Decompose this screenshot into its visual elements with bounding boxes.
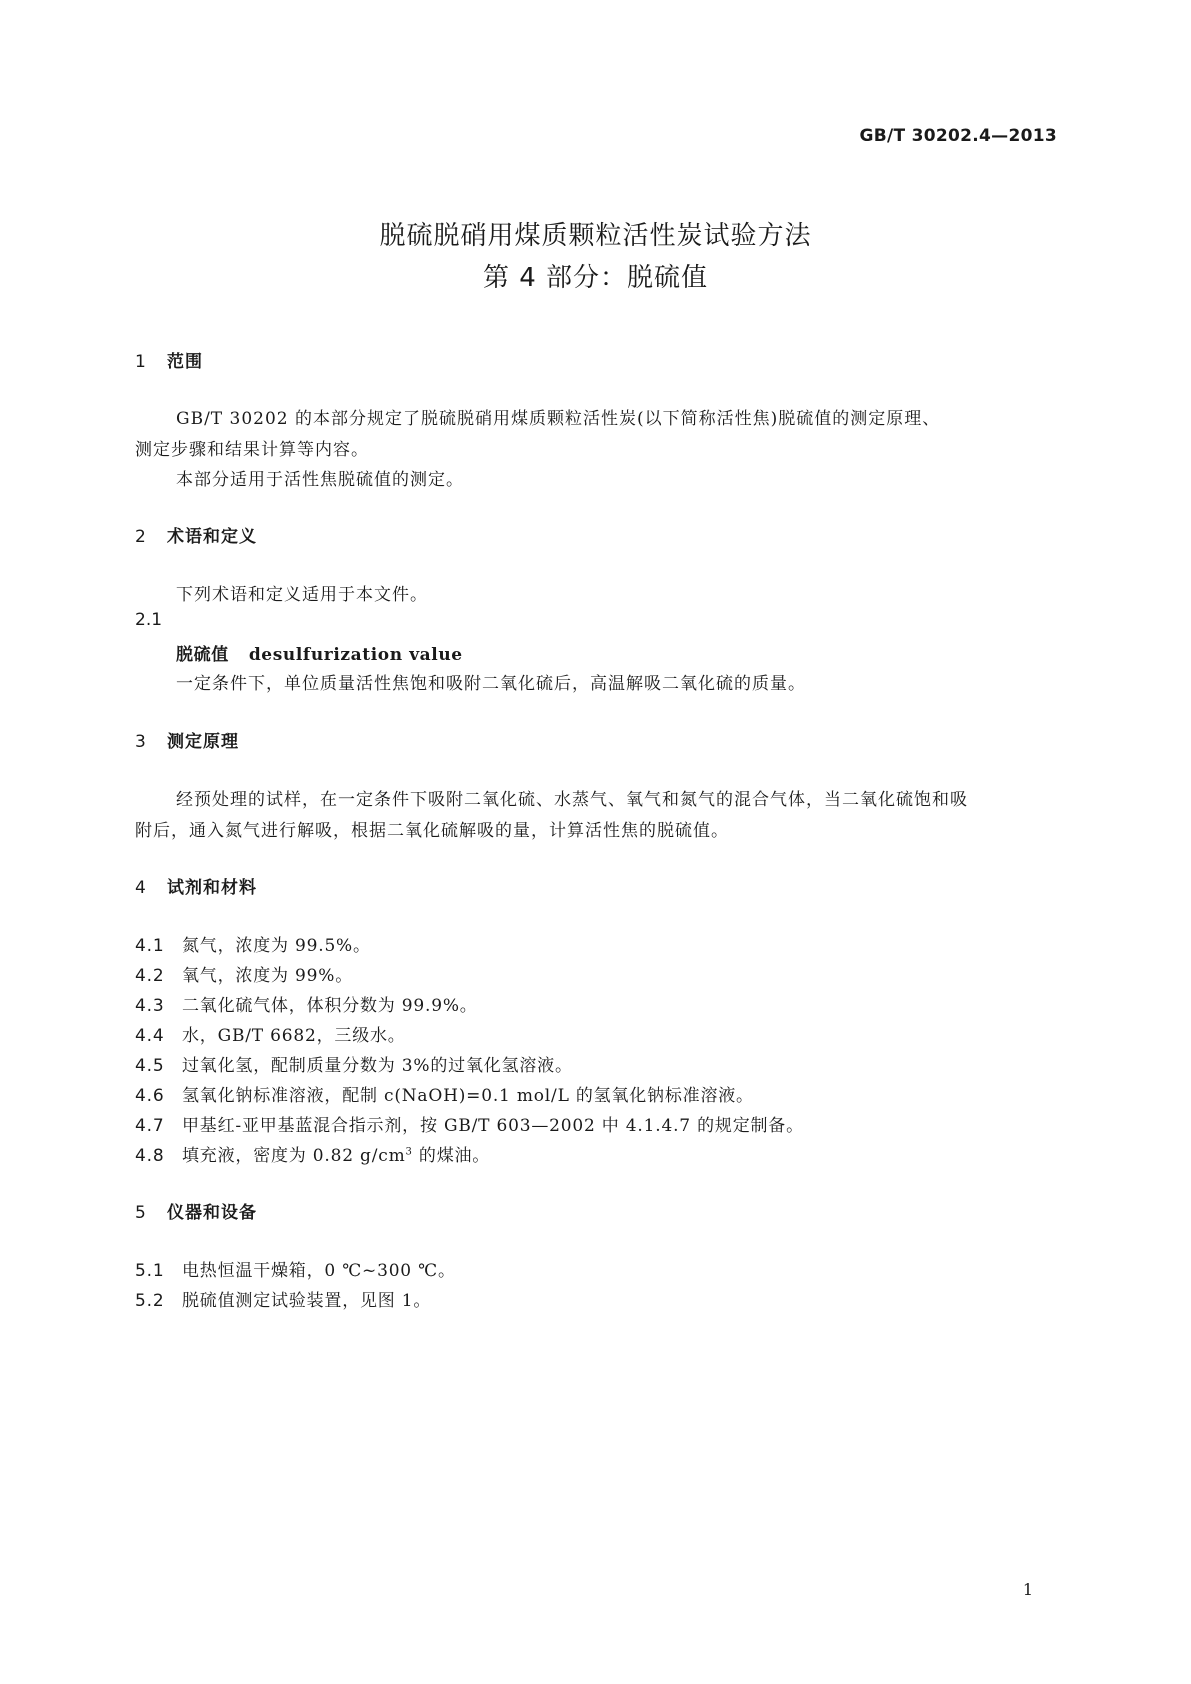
section-heading: [135, 727, 239, 752]
document-subtitle: 第 4 部分：脱硫值: [482, 263, 709, 293]
item-number: 4.8: [135, 1146, 165, 1166]
paragraph-continuation: 测定步骤和结果计算等内容。: [135, 440, 369, 460]
item-text: 氮气，浓度为 99.5%。: [182, 936, 371, 956]
paragraph: 下列术语和定义适用于本文件。: [176, 585, 428, 605]
item-number: 4.4: [135, 1026, 165, 1046]
clause-number: 2.1: [135, 610, 163, 630]
list-item: [135, 991, 478, 1016]
item-text: 填充液，密度为 0.82 g/cm: [182, 1146, 406, 1166]
paragraph: 经预处理的试样，在一定条件下吸附二氧化硫、水蒸气、氧气和氮气的混合气体，当二氧化硫饱和吸: [176, 790, 968, 810]
section-heading: [135, 522, 257, 547]
item-text: 水，GB/T 6682，三级水。: [182, 1026, 406, 1046]
list-item: [135, 931, 371, 956]
standard-code: GB/T 30202.4—2013: [859, 126, 1057, 146]
section-heading: [135, 1198, 257, 1223]
section-title: 范围: [167, 352, 203, 372]
item-text-tail: 的煤油。: [412, 1146, 491, 1166]
section-number: 2: [135, 527, 147, 547]
list-item: [135, 1021, 406, 1046]
list-item: [135, 1051, 573, 1076]
list-item: [135, 1081, 754, 1106]
item-number: 4.6: [135, 1086, 165, 1106]
list-item: [135, 961, 353, 986]
item-text: 氢氧化钠标准溶液，配制 c(NaOH)=0.1 mol/L 的氢氧化钠标准溶液。: [182, 1086, 754, 1106]
item-text: 脱硫值测定试验装置，见图 1。: [182, 1291, 432, 1311]
item-text: 二氧化硫气体，体积分数为 99.9%。: [182, 996, 478, 1016]
section-number: 4: [135, 878, 147, 898]
item-text: 过氧化氢，配制质量分数为 3%的过氧化氢溶液。: [182, 1056, 573, 1076]
list-item: [135, 1256, 456, 1281]
superscript: 3: [405, 1146, 413, 1158]
item-text: 氧气，浓度为 99%。: [182, 966, 353, 986]
paragraph-continuation: 附后，通入氮气进行解吸，根据二氧化硫解吸的量，计算活性焦的脱硫值。: [135, 821, 729, 841]
term-english: desulfurization value: [248, 645, 463, 665]
paragraph: 本部分适用于活性焦脱硫值的测定。: [176, 470, 464, 490]
term-definition: 一定条件下，单位质量活性焦饱和吸附二氧化硫后，高温解吸二氧化硫的质量。: [176, 674, 806, 694]
item-number: 4.5: [135, 1056, 165, 1076]
term-entry: [176, 640, 463, 665]
list-item: [135, 1286, 431, 1311]
item-number: 5.2: [135, 1291, 165, 1311]
item-text: 甲基红-亚甲基蓝混合指示剂，按 GB/T 603—2002 中 4.1.4.7 的规定制备。: [182, 1116, 804, 1136]
paragraph: GB/T 30202 的本部分规定了脱硫脱硝用煤质颗粒活性炭(以下简称活性焦)脱硫值的测定原理、: [176, 409, 941, 429]
section-heading: [135, 873, 257, 898]
section-heading: [135, 347, 203, 372]
section-title: 测定原理: [167, 732, 239, 752]
list-item: [135, 1141, 490, 1166]
list-item: [135, 1111, 804, 1136]
section-number: 5: [135, 1203, 147, 1223]
item-number: 4.1: [135, 936, 165, 956]
section-number: 3: [135, 732, 147, 752]
section-title: 术语和定义: [167, 527, 257, 547]
section-number: 1: [135, 352, 147, 372]
page-number: 1: [1022, 1580, 1033, 1599]
item-number: 4.3: [135, 996, 165, 1016]
document-title: 脱硫脱硝用煤质颗粒活性炭试验方法: [379, 221, 812, 251]
item-number: 5.1: [135, 1261, 165, 1281]
term-chinese: 脱硫值: [176, 645, 229, 665]
item-text: 电热恒温干燥箱，0 ℃~300 ℃。: [182, 1261, 456, 1281]
item-number: 4.7: [135, 1116, 165, 1136]
section-title: 试剂和材料: [167, 878, 257, 898]
item-number: 4.2: [135, 966, 165, 986]
section-title: 仪器和设备: [167, 1203, 257, 1223]
